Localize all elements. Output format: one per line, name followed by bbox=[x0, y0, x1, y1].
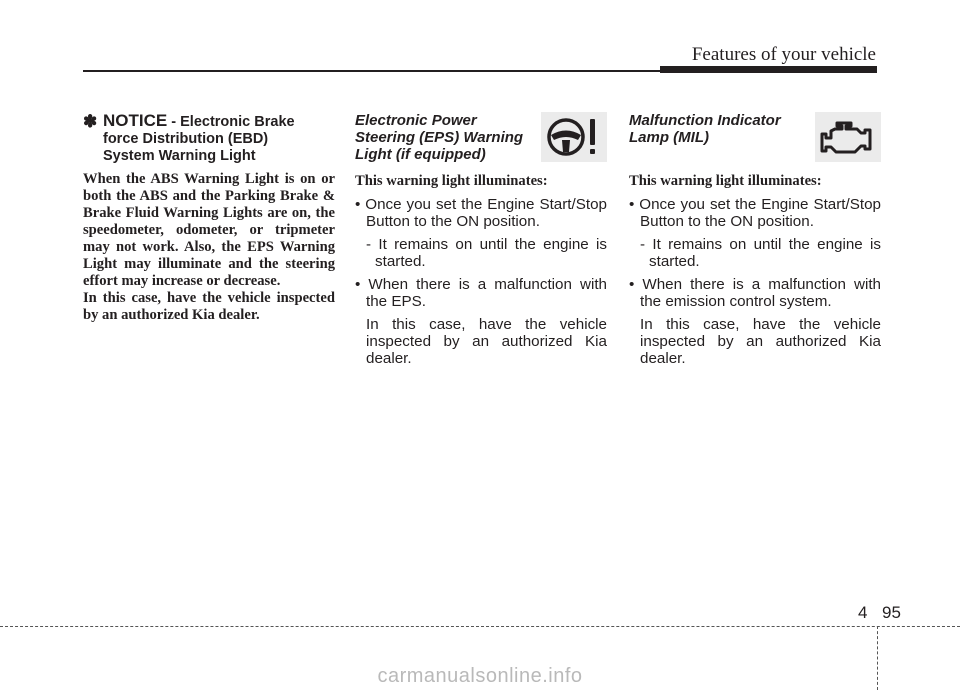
notice-star-icon: ✽ bbox=[83, 112, 98, 131]
chapter-number: 4 bbox=[858, 603, 868, 622]
list-item: • Once you set the Engine Start/Stop Button to the ON position. bbox=[355, 196, 607, 230]
header-rule bbox=[83, 70, 661, 72]
notice-label: NOTICE bbox=[103, 111, 168, 130]
list-item: • When there is a malfunction with the EPS. bbox=[355, 276, 607, 310]
mil-section bbox=[629, 112, 881, 367]
notice-heading bbox=[83, 112, 335, 165]
eps-note: In this case, have the vehicle inspected by an authorized Kia dealer. bbox=[366, 316, 607, 367]
mil-note: In this case, have the vehicle inspected by an authorized Kia dealer. bbox=[640, 316, 881, 367]
notice-section bbox=[83, 112, 335, 324]
list-subitem: - It remains on until the engine is started. bbox=[366, 236, 607, 270]
notice-paragraph: In this case, have the vehicle inspected by an authorized Kia dealer. bbox=[83, 290, 335, 323]
header-rule-tab bbox=[660, 66, 877, 73]
notice-paragraph: When the ABS Warning Light is on or both the ABS and the Parking Brake & Brake Fluid Warning Lights are on, the speedometer, odometer, or tripmeter may not work. Also, the EPS Warning Light may illuminate and the steering effort may increase or decrease. bbox=[83, 171, 335, 289]
mil-title: Malfunction Indicator Lamp (MIL) bbox=[629, 112, 781, 146]
eps-list bbox=[355, 196, 607, 367]
list-item: • Once you set the Engine Start/Stop Button to the ON position. bbox=[629, 196, 881, 230]
mil-list bbox=[629, 196, 881, 367]
footer-rule bbox=[0, 626, 960, 627]
notice-heading-line-2: force Distribution (EBD) bbox=[103, 131, 269, 147]
notice-heading-line-1: Electronic Brake bbox=[180, 114, 295, 130]
eps-section bbox=[355, 112, 607, 367]
page-number: 95 bbox=[882, 603, 901, 622]
steering-wheel-exclamation-icon bbox=[541, 112, 607, 162]
mil-intro: This warning light illuminates: bbox=[629, 173, 822, 189]
list-subitem: - It remains on until the engine is started. bbox=[640, 236, 881, 270]
eps-intro: This warning light illuminates: bbox=[355, 173, 548, 189]
eps-title: Electronic Power Steering (EPS) Warning Light (if equipped) bbox=[355, 112, 524, 163]
watermark: carmanualsonline.info bbox=[377, 665, 583, 687]
notice-body bbox=[83, 171, 335, 324]
list-item: • When there is a malfunction with the emission control system. bbox=[629, 276, 881, 310]
header-title: Features of your vehicle bbox=[691, 44, 876, 65]
engine-check-icon bbox=[815, 112, 881, 162]
notice-heading-line-3: System Warning Light bbox=[103, 148, 256, 164]
notice-dash: - bbox=[167, 114, 181, 130]
